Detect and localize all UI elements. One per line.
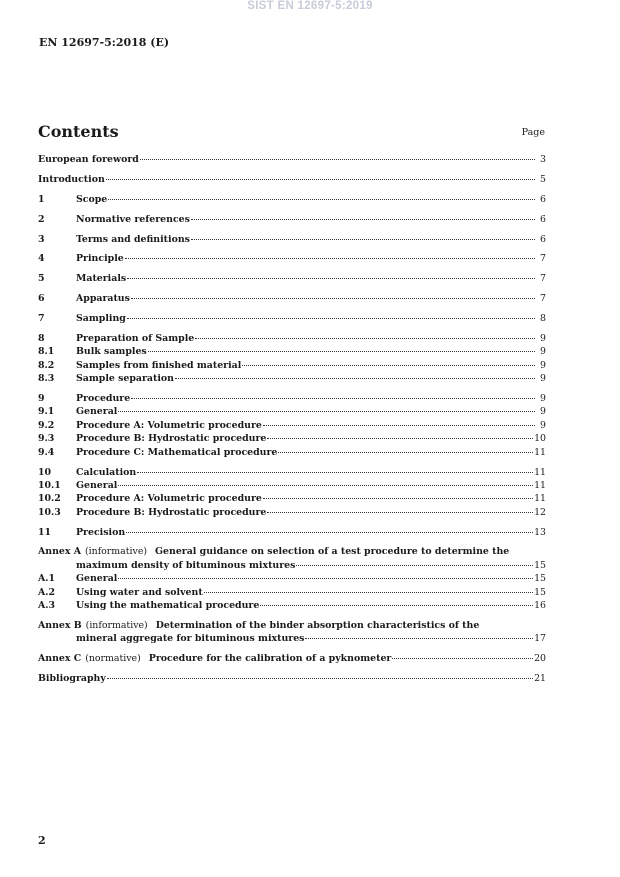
dot-leader: [126, 531, 533, 533]
toc-entry-label: Introduction: [38, 173, 105, 185]
dot-leader: [204, 591, 533, 593]
toc-entry[interactable]: [38, 586, 546, 599]
toc-entry[interactable]: [38, 466, 546, 479]
toc-block: [38, 193, 546, 206]
toc-entry[interactable]: [38, 479, 546, 492]
dot-leader: [140, 158, 535, 160]
toc-entry-label: Calculation: [76, 466, 137, 478]
toc-entry-label: Procedure B: Hydrostatic procedure: [76, 506, 267, 518]
dot-leader: [125, 257, 535, 259]
toc-entry-apparatus[interactable]: [38, 292, 546, 305]
toc-entry-label: Terms and definitions: [76, 233, 190, 245]
toc-entry[interactable]: [38, 332, 546, 345]
toc-block: [38, 252, 546, 265]
toc-entry[interactable]: [38, 599, 546, 612]
toc-entry-label: Procedure A: Volumetric procedure: [76, 419, 262, 431]
toc-block: [38, 153, 546, 166]
toc-entry-number: 10.1: [38, 479, 61, 491]
toc-entry-number: 11: [38, 526, 52, 538]
toc-block: [38, 173, 546, 186]
toc-entry-number: A.2: [38, 586, 56, 598]
dot-leader: [108, 198, 535, 200]
toc-entry[interactable]: [38, 419, 546, 432]
toc-entry-annex-a-cont[interactable]: [38, 559, 546, 572]
dot-leader: [392, 657, 533, 659]
toc-entry-label: mineral aggregate for bituminous mixtures: [76, 633, 305, 645]
toc-entry-page: 13: [534, 526, 546, 538]
toc-entry-label: Procedure: [76, 393, 131, 405]
toc-entry-label: Samples from finished material: [76, 359, 242, 371]
toc-entry-number: 9.2: [38, 419, 55, 431]
toc-entry-page: 11: [534, 446, 546, 458]
dot-leader: [175, 377, 535, 379]
toc-entry[interactable]: [38, 392, 546, 405]
toc-block: [38, 672, 546, 685]
dot-leader: [242, 364, 535, 366]
toc-entry-page: 15: [534, 559, 546, 571]
toc-entry-label: General guidance on selection of a test procedure to determine the: [155, 546, 510, 558]
dot-leader: [118, 577, 533, 579]
annex-prefix: Annex B: [38, 619, 82, 631]
toc-entry-number: 9.3: [38, 433, 55, 445]
toc-entry-page: 11: [534, 466, 546, 478]
toc-entry-label: European foreword: [38, 154, 139, 165]
toc-block: [38, 292, 546, 305]
toc-entry-annex-c[interactable]: [38, 652, 546, 665]
dot-leader: [263, 424, 535, 426]
toc-entry-annex-a[interactable]: [38, 545, 546, 558]
toc-entry-label: Procedure B: Hydrostatic procedure: [76, 433, 267, 445]
toc-entry-page: 21: [534, 673, 546, 685]
toc-entry-label: General: [76, 406, 118, 418]
toc-entry-number: 10: [38, 466, 52, 478]
toc-entry-page: 9: [540, 419, 546, 431]
toc-entry-number: 8.1: [38, 346, 55, 358]
annex-prefix: Annex A: [38, 546, 81, 558]
toc-entry-page: 16: [534, 600, 546, 612]
watermark: SIST EN 12697-5:2019: [247, 0, 373, 12]
toc-block: [38, 272, 546, 285]
page-title: Contents: [38, 122, 119, 141]
toc-entry[interactable]: [38, 446, 546, 459]
toc-entry-page: 9: [540, 373, 546, 385]
dot-leader: [191, 238, 535, 240]
dot-leader: [106, 178, 535, 180]
toc-entry-number: 7: [38, 313, 45, 325]
toc-entry-label: Procedure A: Volumetric procedure: [76, 493, 262, 505]
toc-entry-page: 7: [540, 293, 546, 305]
page-column-header: Page: [521, 127, 545, 138]
toc-entry-page: 6: [540, 233, 546, 245]
toc-entry-label: Apparatus: [76, 293, 130, 305]
toc-entry-page: 7: [540, 273, 546, 285]
toc-entry-annex-b-cont[interactable]: [38, 632, 546, 645]
toc-block: [38, 213, 546, 226]
document-id: EN 12697-5:2018 (E): [39, 36, 170, 49]
toc-entry-label: Procedure for the calibration of a pyknometer: [148, 653, 392, 665]
toc-entry-number: 3: [38, 233, 45, 245]
toc-annex-b: [38, 619, 546, 646]
toc-entry-normative-references[interactable]: [38, 213, 546, 226]
toc-entry-label: Determination of the binder absorption characteristics of the: [155, 619, 480, 631]
toc-block: [38, 466, 546, 520]
toc-entry-label: Materials: [76, 273, 127, 285]
toc-entry-label: Precision: [76, 526, 126, 538]
dot-leader: [267, 511, 533, 513]
dot-leader: [305, 637, 533, 639]
toc-entry-page: 7: [540, 253, 546, 265]
toc-annex-a: [38, 545, 546, 612]
dot-leader: [118, 484, 533, 486]
toc-entry-terms[interactable]: [38, 233, 546, 246]
toc-entry-number: 10.3: [38, 506, 61, 518]
annex-kind: (informative): [85, 619, 148, 631]
table-of-contents: [38, 153, 546, 692]
toc-entry-label: Bibliography: [38, 673, 106, 685]
dot-leader: [137, 471, 533, 473]
toc-entry-number: 4: [38, 253, 45, 265]
toc-entry[interactable]: [38, 405, 546, 418]
toc-block: [38, 392, 546, 459]
dot-leader: [127, 317, 535, 319]
toc-annex-c: [38, 652, 546, 665]
toc-entry-number: 8: [38, 333, 45, 345]
toc-entry-page: 11: [534, 493, 546, 505]
toc-block: [38, 312, 546, 325]
toc-entry-number: A.3: [38, 600, 56, 612]
toc-entry[interactable]: [38, 359, 546, 372]
dot-leader: [278, 451, 533, 453]
toc-entry[interactable]: [38, 372, 546, 385]
dot-leader: [263, 497, 533, 499]
dot-leader: [195, 337, 535, 339]
toc-entry-european-foreword[interactable]: [38, 153, 546, 166]
page-number: 2: [38, 834, 46, 847]
toc-entry-page: 15: [534, 573, 546, 585]
toc-entry-number: 5: [38, 273, 45, 285]
toc-entry-page: 11: [534, 479, 546, 491]
toc-entry-number: A.1: [38, 573, 56, 585]
toc-entry-label: Principle: [76, 253, 124, 265]
toc-entry-number: 9.1: [38, 406, 55, 418]
toc-entry-label: Procedure C: Mathematical procedure: [76, 446, 278, 458]
toc-entry-page: 9: [540, 346, 546, 358]
dot-leader: [260, 604, 533, 606]
dot-leader: [131, 297, 535, 299]
toc-entry-number: 1: [38, 193, 45, 205]
toc-entry-number: 9: [38, 393, 45, 405]
dot-leader: [131, 397, 535, 399]
toc-entry-page: 3: [540, 154, 546, 165]
toc-entry-materials[interactable]: [38, 272, 546, 285]
toc-entry-page: 9: [540, 406, 546, 418]
toc-entry-page: 9: [540, 333, 546, 345]
toc-entry-label: General: [76, 479, 118, 491]
toc-entry-sampling[interactable]: [38, 312, 546, 325]
toc-entry-annex-b[interactable]: [38, 619, 546, 632]
toc-entry[interactable]: [38, 572, 546, 585]
toc-entry-number: 10.2: [38, 493, 61, 505]
toc-block: [38, 233, 546, 246]
dot-leader: [148, 350, 535, 352]
toc-entry-page: 5: [540, 173, 546, 185]
toc-entry-label: Preparation of Sample: [76, 333, 195, 345]
dot-leader: [191, 218, 535, 220]
toc-entry-page: 12: [534, 506, 546, 518]
toc-entry-page: 9: [540, 393, 546, 405]
annex-kind: (informative): [85, 546, 148, 558]
toc-entry-page: 9: [540, 359, 546, 371]
dot-leader: [127, 277, 535, 279]
dot-leader: [267, 437, 533, 439]
toc-entry-page: 6: [540, 193, 546, 205]
toc-entry-introduction[interactable]: [38, 173, 546, 186]
dot-leader: [296, 564, 533, 566]
toc-entry-page: 10: [534, 433, 546, 445]
toc-entry-label: Sample separation: [76, 373, 174, 385]
toc-entry-principle[interactable]: [38, 252, 546, 265]
toc-entry[interactable]: [38, 506, 546, 519]
toc-entry[interactable]: [38, 345, 546, 358]
toc-entry-bibliography[interactable]: [38, 672, 546, 685]
toc-entry-number: 6: [38, 293, 45, 305]
annex-kind: (normative): [85, 653, 141, 665]
toc-entry-page: 6: [540, 213, 546, 225]
toc-entry-label: Using the mathematical procedure: [76, 600, 260, 612]
toc-entry-label: Using water and solvent: [76, 586, 203, 598]
toc-entry-number: 2: [38, 213, 45, 225]
toc-entry-label: Normative references: [76, 213, 190, 225]
dot-leader: [107, 677, 533, 679]
toc-entry-label: General: [76, 573, 118, 585]
toc-entry-number: 8.2: [38, 359, 55, 371]
toc-block: [38, 526, 546, 539]
toc-entry-page: 17: [534, 633, 546, 645]
toc-entry-page: 8: [540, 313, 546, 325]
toc-entry-label: maximum density of bituminous mixtures: [76, 559, 296, 571]
toc-entry-number: 8.3: [38, 373, 55, 385]
toc-block: [38, 332, 546, 386]
toc-entry-number: 9.4: [38, 446, 55, 458]
toc-entry[interactable]: [38, 432, 546, 445]
toc-entry-page: 20: [534, 653, 546, 665]
toc-entry-label: Sampling: [76, 313, 126, 325]
toc-entry-label: Scope: [76, 193, 108, 205]
annex-prefix: Annex C: [38, 653, 82, 665]
toc-entry-scope[interactable]: [38, 193, 546, 206]
dot-leader: [118, 410, 535, 412]
toc-entry-test-report[interactable]: [38, 526, 546, 539]
toc-entry[interactable]: [38, 492, 546, 505]
toc-entry-label: Bulk samples: [76, 346, 147, 358]
toc-entry-page: 15: [534, 586, 546, 598]
